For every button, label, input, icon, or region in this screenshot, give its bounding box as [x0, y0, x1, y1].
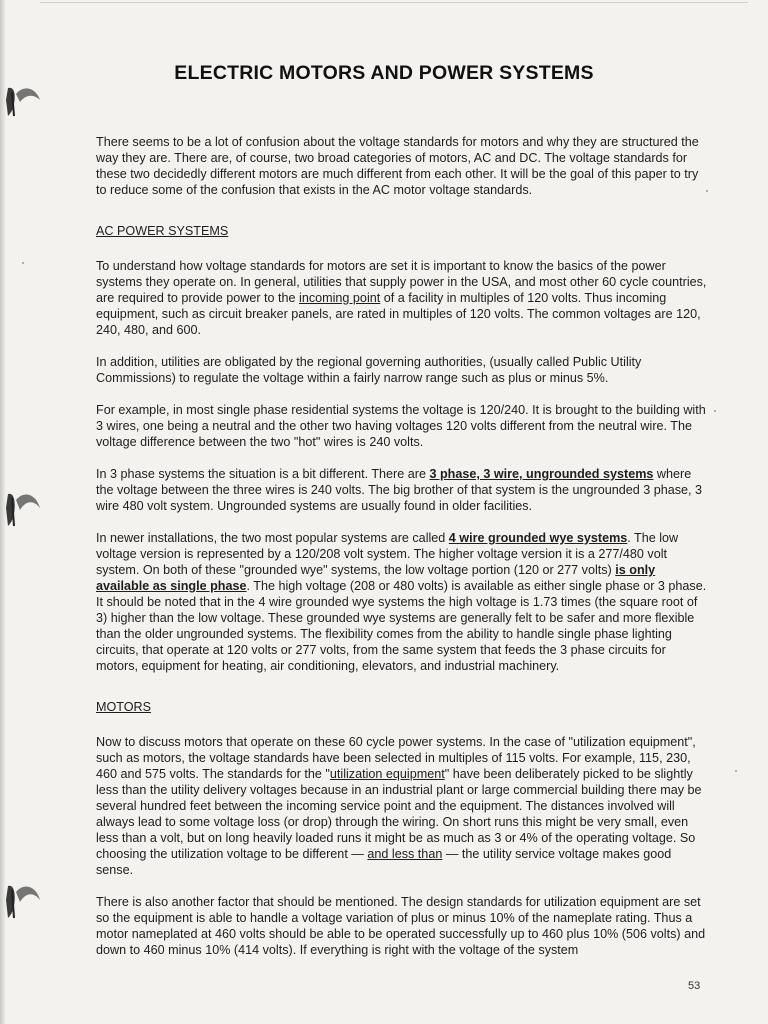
underlined-bold-term: 3 phase, 3 wire, ungrounded systems: [429, 467, 654, 481]
section-heading-ac-power-systems: AC POWER SYSTEMS: [96, 224, 229, 238]
underlined-term: utilization equipment: [329, 767, 445, 781]
underlined-bold-term: is only available as single phase: [96, 563, 656, 593]
ac-paragraph-4: In 3 phase systems the situation is a bit different. There are 3 phase, 3 wire, ungrounded systems where the voltage between the three wires is 240 volts. The big brother of that system is the ungrounded 3 phase, 3 wire 480 volt system. Ungrounded systems are usually found in older facilities.: [96, 467, 703, 513]
ac-paragraph-2: In addition, utilities are obligated by the regional governing authorities, (usually called Public Utility Commissions) to regulate the voltage within a fairly narrow range such as plus or minus 5%.: [96, 355, 642, 385]
underlined-term: incoming point: [299, 291, 381, 305]
ac-paragraph-1: To understand how voltage standards for motors are set it is important to know the basics of the power systems they operate on. In general, utilities that supply power in the USA, and most other 60 cycle countries, are required to provide power to the incoming point of a facility in multiples of 120 volts. Thus incoming equipment, such as circuit breaker panels, are rated in multiples of 120 volts. The common voltages are 120, 240, 480, and 600.: [96, 259, 707, 337]
scan-speck: [22, 262, 24, 264]
ac-paragraph-3: For example, in most single phase residential systems the voltage is 120/240. It is brought to the building with 3 wires, one being a neutral and the other two having voltages 120 volts different from the neutral wire. The voltage difference between the two "hot" wires is 240 volts.: [96, 403, 706, 449]
binder-ring-mark-icon: [2, 880, 44, 922]
section-heading-motors: MOTORS: [96, 700, 152, 714]
ac-paragraph-5: In newer installations, the two most popular systems are called 4 wire grounded wye systems. The low voltage version is represented by a 120/208 volt system. The higher voltage version it is a 277/480 volt system. On both of these "grounded wye" systems, the low voltage portion (120 or 277 volts) is only available as single phase. The high voltage (208 or 480 volts) is available as either single phase or 3 phase. It should be noted that in the 4 wire grounded wye systems the high voltage is 1.73 times (the square root of 3) higher than the low voltage. These grounded wye systems are generally felt to be safer and more flexible than the older ungrounded systems. The flexibility comes from the ability to handle single phase lighting circuits, that operate at 120 volts or 277 volts, from the same system that feeds the 3 phase circuits for motors, equipment for heating, air conditioning, elevators, and industrial machinery.: [96, 531, 707, 673]
document-body: [96, 134, 708, 958]
scan-speck: [714, 410, 716, 412]
page-number: 53: [688, 980, 701, 992]
binder-ring-mark-icon: [2, 488, 44, 530]
motors-paragraph-1: Now to discuss motors that operate on these 60 cycle power systems. In the case of "utilization equipment", such as motors, the voltage standards have been selected in multiples of 115 volts. For example, 115, 230, 460 and 575 volts. The standards for the "utilization equipment" have been deliberately picked to be slightly less than the utility delivery voltages because in an industrial plant or large commercial building there may be several hundred feet between the incoming service point and the equipment. The distances involved will always lead to some voltage loss (or drop) through the wiring. On short runs this might be very small, even less than a volt, but on long heavily loaded runs it might be as much as 3 or 4% of the operating voltage. So choosing the utilization voltage to be different — and less than — the utility service voltage makes good sense.: [96, 735, 702, 877]
intro-paragraph: There seems to be a lot of confusion about the voltage standards for motors and why they are structured the way they are. There are, of course, two broad categories of motors, AC and DC. The voltage standards for these two decidedly different motors are much different from each other. It will be the goal of this paper to try to reduce some of the confusion that exists in the AC motor voltage standards.: [96, 135, 699, 197]
page-title: ELECTRIC MOTORS AND POWER SYSTEMS: [174, 62, 594, 84]
underlined-bold-term: 4 wire grounded wye systems: [448, 531, 628, 545]
scan-speck: [735, 770, 737, 772]
binder-ring-mark-icon: [2, 80, 44, 122]
underlined-term: and less than: [367, 847, 443, 861]
motors-paragraph-2: There is also another factor that should be mentioned. The design standards for utilization equipment are set so the equipment is able to handle a voltage variation of plus or minus 10% of the nameplate rating. Thus a motor nameplated at 460 volts should be able to be operated successfully up to 460 plus 10% (506 volts) and down to 460 minus 10% (414 volts). If everything is right with the voltage of the system: [96, 895, 706, 957]
top-edge-line: [40, 2, 748, 3]
